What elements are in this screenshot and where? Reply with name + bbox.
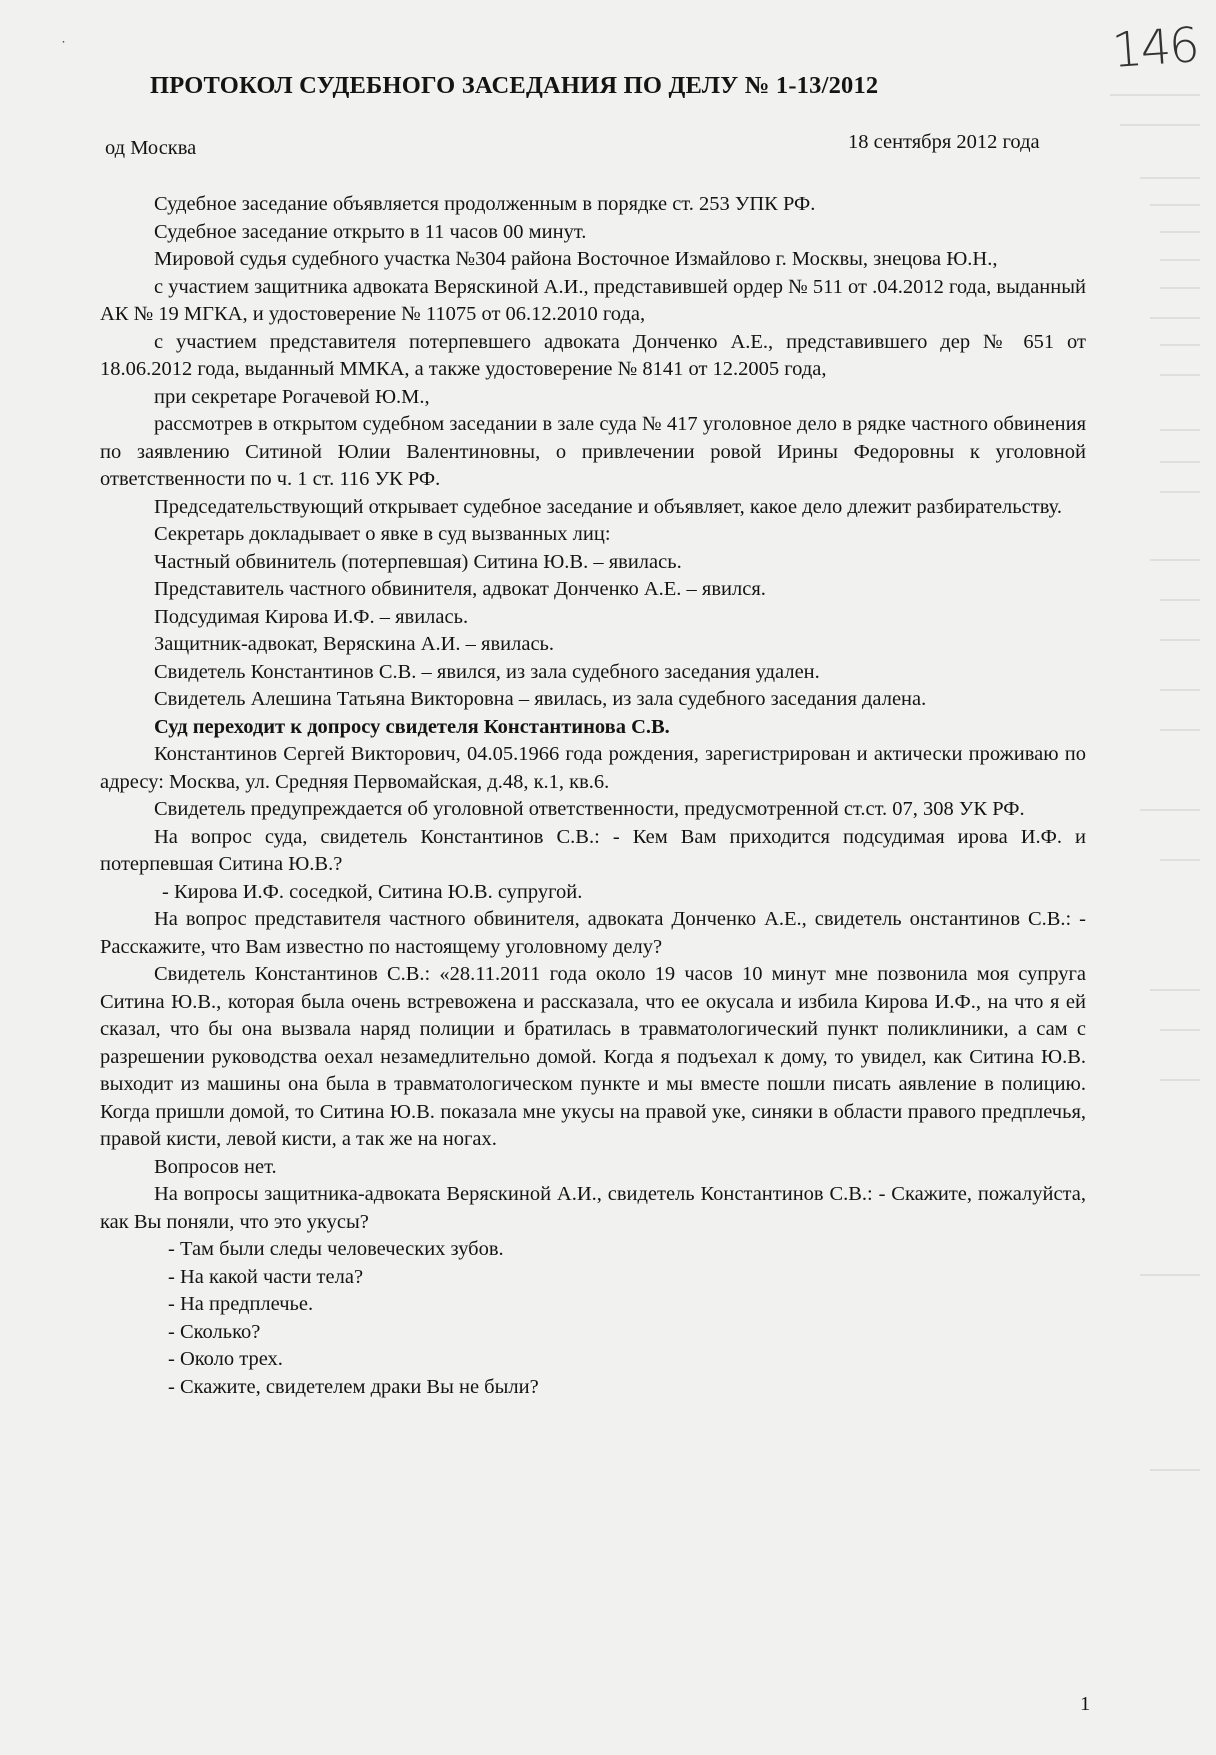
paragraph: с участием защитника адвоката Веряскиной А.И., представившей ордер № 511 от .04.2012 года, выданный АК № 19 МГКА, и удостоверение № 11075 от 06.12.2010 года,	[100, 275, 1086, 325]
dialogue-line: - Около трех.	[168, 1348, 283, 1370]
paragraph: На вопросы защитника-адвоката Веряскиной А.И., свидетель Константинов С.В.: - Скажите, пожалуйста, как Вы поняли, что это укусы?	[100, 1183, 1086, 1233]
paragraph: Свидетель Константинов С.В. – явился, из зала судебного заседания удален.	[154, 660, 820, 683]
section-heading: Суд переходит к допросу свидетеля Константинова С.В.	[154, 715, 670, 738]
paragraph: рассмотрев в открытом судебном заседании в зале суда № 417 уголовное дело в рядке частного обвинения по заявлению Ситиной Юлии Валентиновны, о привлечении ровой Ирины Федоровны к уголовной ответственности по ч. 1 ст. 116 УК РФ.	[100, 413, 1086, 490]
paragraph: при секретаре Рогачевой Ю.М.,	[154, 385, 430, 408]
paragraph: На вопрос представителя частного обвинителя, адвоката Донченко А.Е., свидетель онстантинов С.В.: - Расскажите, что Вам известно по настоящему уголовному делу?	[100, 908, 1086, 958]
dialogue-line: - На какой части тела?	[168, 1265, 364, 1288]
paragraph: Секретарь докладывает о явке в суд вызванных лиц:	[154, 523, 611, 545]
paragraph: На вопрос суда, свидетель Константинов С.В.: - Кем Вам приходится подсудимая ирова И.Ф. и потерпевшая Ситина Ю.В.?	[100, 825, 1086, 875]
paragraph: Свидетель предупреждается об уголовной ответственности, предусмотренной ст.ст. 07, 308 УК РФ.	[154, 798, 1025, 820]
paragraph: Председательствующий открывает судебное заседание и объявляет, какое дело длежит разбирательству.	[154, 495, 1062, 518]
punch-mark: ˙	[60, 40, 67, 56]
page-number: 1	[1080, 1693, 1091, 1715]
dialogue-line: - На предплечье.	[168, 1293, 314, 1315]
paragraph: Свидетель Константинов С.В.: «28.11.2011 года около 19 часов 10 минут мне позвонила моя супруга Ситина Ю.В., которая была очень встревожена и рассказала, что ее окусала и избила Кирова И.Ф., на что я ей сказал, что бы она вызвала наряд полиции и братилась в травматологический пункт поликлиники, а сам с разрешении руководства оехал незамедлительно домой. Когда я подъехал к дому, то увидел, как Ситина Ю.В. выходит из машины она была в травматологическом пункте и мы вместе пошли писать аявление в полицию. Когда пришли домой, то Ситина Ю.В. показала мне укусы на правой уке, синяки в области правого предплечья, правой кисти, левой кисти, а так же на ногах.	[100, 963, 1086, 1150]
paragraph: Свидетель Алешина Татьяна Викторовна – явилась, из зала судебного заседания далена.	[154, 688, 927, 710]
paragraph: Представитель частного обвинителя, адвокат Донченко А.Е. – явился.	[154, 578, 766, 600]
paragraph: с участием представителя потерпевшего адвоката Донченко А.Е., представившего дер № 651 от 18.06.2012 года, выданный ММКА, а также удостоверение № 8141 от 12.2005 года,	[100, 330, 1086, 380]
paragraph: Защитник-адвокат, Веряскина А.И. – явилась.	[154, 633, 555, 655]
dialogue-line: - Скажите, свидетелем драки Вы не были?	[168, 1375, 539, 1398]
document-title: ПРОТОКОЛ СУДЕБНОГО ЗАСЕДАНИЯ ПО ДЕЛУ № 1-13/2012	[150, 72, 879, 99]
handwritten-page-number: 146	[1110, 17, 1200, 79]
document-city: од Москва	[105, 137, 197, 159]
paragraph: Судебное заседание открыто в 11 часов 00 минут.	[154, 220, 587, 243]
dialogue-line: - Там были следы человеческих зубов.	[168, 1238, 504, 1260]
document-date: 18 сентября 2012 года	[848, 131, 1040, 153]
paragraph: Мировой судья судебного участка №304 района Восточное Измайлово г. Москвы, знецова Ю.Н.,	[154, 248, 998, 270]
paragraph: Подсудимая Кирова И.Ф. – явилась.	[154, 605, 469, 628]
paragraph: Частный обвинитель (потерпевшая) Ситина Ю.В. – явилась.	[154, 550, 682, 573]
paragraph: Вопросов нет.	[154, 1155, 277, 1178]
paragraph: - Кирова И.Ф. соседкой, Ситина Ю.В. супругой.	[162, 880, 583, 903]
paragraph: Константинов Сергей Викторович, 04.05.1966 года рождения, зарегистрирован и актически проживаю по адресу: Москва, ул. Средняя Первомайская, д.48, к.1, кв.6.	[100, 743, 1086, 793]
paragraph: Судебное заседание объявляется продолженным в порядке ст. 253 УПК РФ.	[154, 193, 816, 215]
dialogue-line: - Сколько?	[168, 1320, 261, 1343]
protocol-body	[100, 191, 1086, 1401]
